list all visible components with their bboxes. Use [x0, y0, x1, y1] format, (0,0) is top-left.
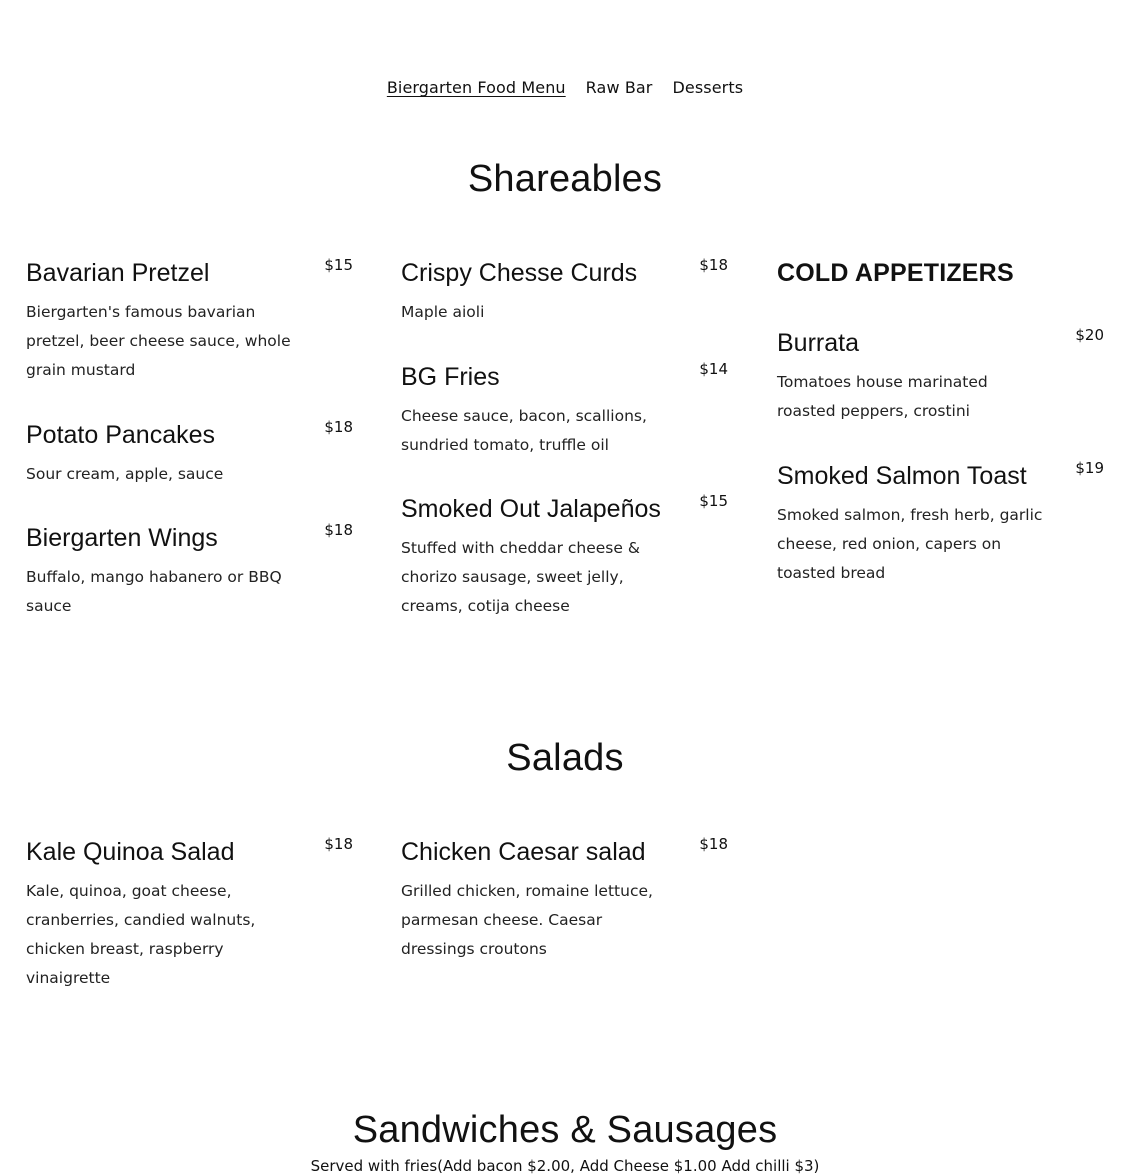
nav-link-raw-bar[interactable]: Raw Bar	[585, 78, 653, 97]
item-description: Grilled chicken, romaine lettuce, parmesan cheese. Caesar dressings croutons	[401, 882, 653, 958]
section-title-sandwiches: Sandwiches & Sausages	[352, 1109, 778, 1151]
menu-nav	[0, 78, 1130, 97]
cold-appetizers-heading: COLD APPETIZERS	[777, 259, 1014, 287]
item-price: $18	[324, 521, 353, 539]
menu-item	[777, 461, 1104, 588]
item-price: $18	[699, 256, 728, 274]
item-name: Bavarian Pretzel	[26, 259, 210, 287]
item-price: $20	[1075, 326, 1104, 344]
item-name: BG Fries	[401, 363, 500, 391]
item-price: $19	[1075, 459, 1104, 477]
item-price: $18	[324, 418, 353, 436]
nav-link-desserts[interactable]: Desserts	[672, 78, 744, 97]
item-description: Smoked salmon, fresh herb, garlic cheese, red onion, capers on toasted bread	[777, 506, 1043, 582]
menu-item	[401, 258, 728, 327]
section-title-shareables: Shareables	[467, 158, 663, 200]
item-name: Crispy Chesse Curds	[401, 259, 638, 287]
item-name: Burrata	[777, 329, 859, 357]
item-description: Kale, quinoa, goat cheese, cranberries, candied walnuts, chicken breast, raspberry vinaigrette	[26, 882, 256, 987]
section-subtitle-sandwiches: Served with fries(Add bacon $2.00, Add Cheese $1.00 Add chilli $3)	[310, 1157, 820, 1175]
menu-item	[26, 420, 353, 489]
item-name: Smoked Out Jalapeños	[401, 495, 661, 523]
item-name: Potato Pancakes	[26, 421, 216, 449]
item-description: Sour cream, apple, sauce	[26, 465, 224, 483]
item-description: Cheese sauce, bacon, scallions, sundried tomato, truffle oil	[401, 407, 647, 454]
item-description: Maple aioli	[401, 303, 485, 321]
section-title-salads: Salads	[506, 737, 624, 779]
menu-item	[26, 837, 353, 993]
item-description: Buffalo, mango habanero or BBQ sauce	[26, 568, 282, 615]
item-price: $15	[699, 492, 728, 510]
item-price: $18	[699, 835, 728, 853]
item-name: Chicken Caesar salad	[401, 838, 646, 866]
menu-item	[26, 523, 353, 621]
item-description: Biergarten's famous bavarian pretzel, beer cheese sauce, whole grain mustard	[26, 303, 291, 379]
item-description: Stuffed with cheddar cheese & chorizo sausage, sweet jelly, creams, cotija cheese	[401, 539, 640, 615]
item-name: Smoked Salmon Toast	[777, 462, 1027, 490]
item-description: Tomatoes house marinated roasted peppers, crostini	[777, 373, 988, 420]
nav-link-biergarten-food-menu[interactable]: Biergarten Food Menu	[386, 78, 566, 97]
item-price: $18	[324, 835, 353, 853]
menu-item	[401, 494, 728, 621]
item-name: Biergarten Wings	[26, 524, 218, 552]
menu-item	[26, 258, 353, 385]
item-price: $14	[699, 360, 728, 378]
item-name: Kale Quinoa Salad	[26, 838, 235, 866]
item-price: $15	[324, 256, 353, 274]
menu-item	[777, 328, 1104, 426]
menu-item	[401, 362, 728, 460]
menu-item	[401, 837, 728, 964]
